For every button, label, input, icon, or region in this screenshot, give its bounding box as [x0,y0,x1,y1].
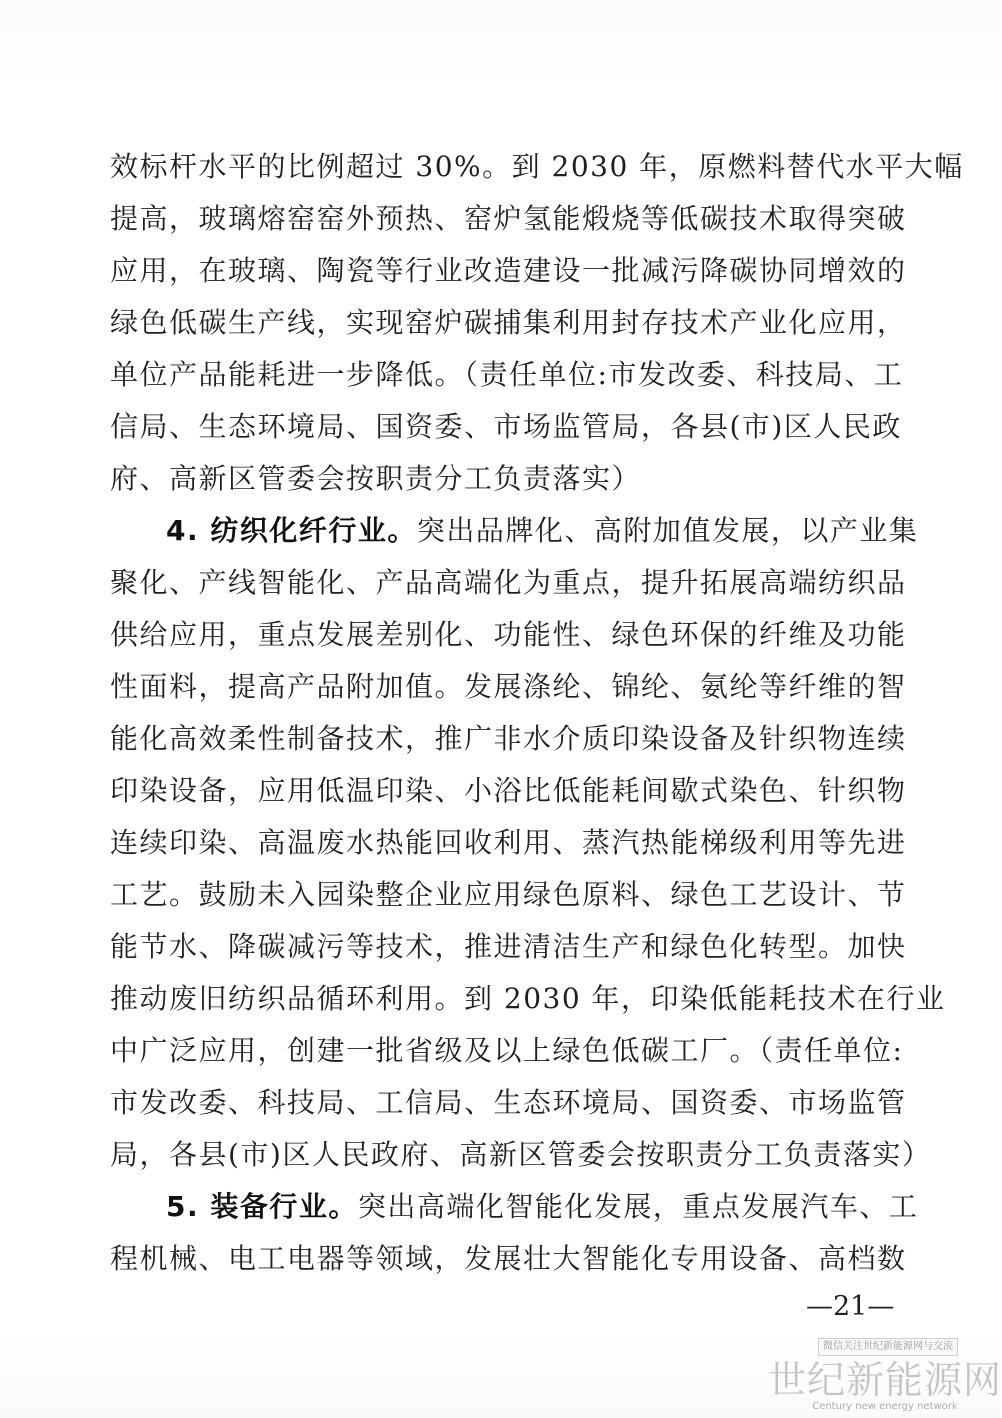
section-4-first-text: 突出品牌化、高附加值发展，以产业集 [416,514,919,547]
watermark-subtitle: Century new energy network [812,1401,958,1412]
paragraph-line: 单位产品能耗进一步降低。（责任单位:市发改委、科技局、工 [110,358,904,391]
paragraph-line: 局，各县(市)区人民政府、高新区管委会按职责分工负责落实） [110,1138,932,1171]
paragraph-line: 连续印染、高温废水热能回收利用、蒸汽热能梯级利用等先进 [110,826,907,859]
paragraph-line: 供给应用，重点发展差别化、功能性、绿色环保的纤维及功能 [110,618,907,651]
section-4-first-line [166,511,919,551]
paragraph-line: 信局、生态环境局、国资委、市场监管局，各县(市)区人民政 [110,410,902,443]
paragraph-line: 市发改委、科技局、工信局、生态环境局、国资委、市场监管 [110,1086,907,1119]
paragraph-line: 程机械、电工电器等领域，发展壮大智能化专用设备、高档数 [110,1242,907,1275]
paragraph-line: 能化高效柔性制备技术，推广非水介质印染设备及针织物连续 [110,722,907,755]
section-5-first-text: 突出高端化智能化发展，重点发展汽车、工 [357,1190,919,1223]
watermark-logo: 世纪新能源网 [768,1358,1002,1402]
section-4-heading: 4. 纺织化纤行业。 [166,514,417,547]
watermark-notice: 微信关注世纪新能源网与交流 [818,1338,958,1356]
paragraph-line: 提高，玻璃熔窑窑外预热、窑炉氢能煅烧等低碳技术取得突破 [110,202,907,235]
paragraph-line: 推动废旧纺织品循环利用。到 2030 年，印染低能耗技术在行业 [110,982,946,1015]
paragraph-line: 效标杆水平的比例超过 30%。到 2030 年，原燃料替代水平大幅 [110,150,964,183]
page-number: —21— [806,1291,895,1322]
paragraph-line: 绿色低碳生产线，实现窑炉碳捕集利用封存技术产业化应用， [110,306,907,339]
paragraph-line: 能节水、降碳减污等技术，推进清洁生产和绿色化转型。加快 [110,930,907,963]
section-5-heading: 5. 装备行业。 [166,1190,358,1223]
paragraph-line: 工艺。鼓励未入园染整企业应用绿色原料、绿色工艺设计、节 [110,878,907,911]
paragraph-line: 聚化、产线智能化、产品高端化为重点，提升拓展高端纺织品 [110,566,907,599]
section-5-first-line [166,1187,919,1227]
paragraph-line: 性面料，提高产品附加值。发展涤纶、锦纶、氨纶等纤维的智 [110,670,907,703]
paragraph-line: 应用，在玻璃、陶瓷等行业改造建设一批减污降碳协同增效的 [110,254,907,287]
paragraph-line: 府、高新区管委会按职责分工负责落实） [110,462,642,495]
paragraph-line: 印染设备，应用低温印染、小浴比低能耗间歇式染色、针织物 [110,774,907,807]
paragraph-line: 中广泛应用，创建一批省级及以上绿色低碳工厂。（责任单位: [110,1034,904,1067]
